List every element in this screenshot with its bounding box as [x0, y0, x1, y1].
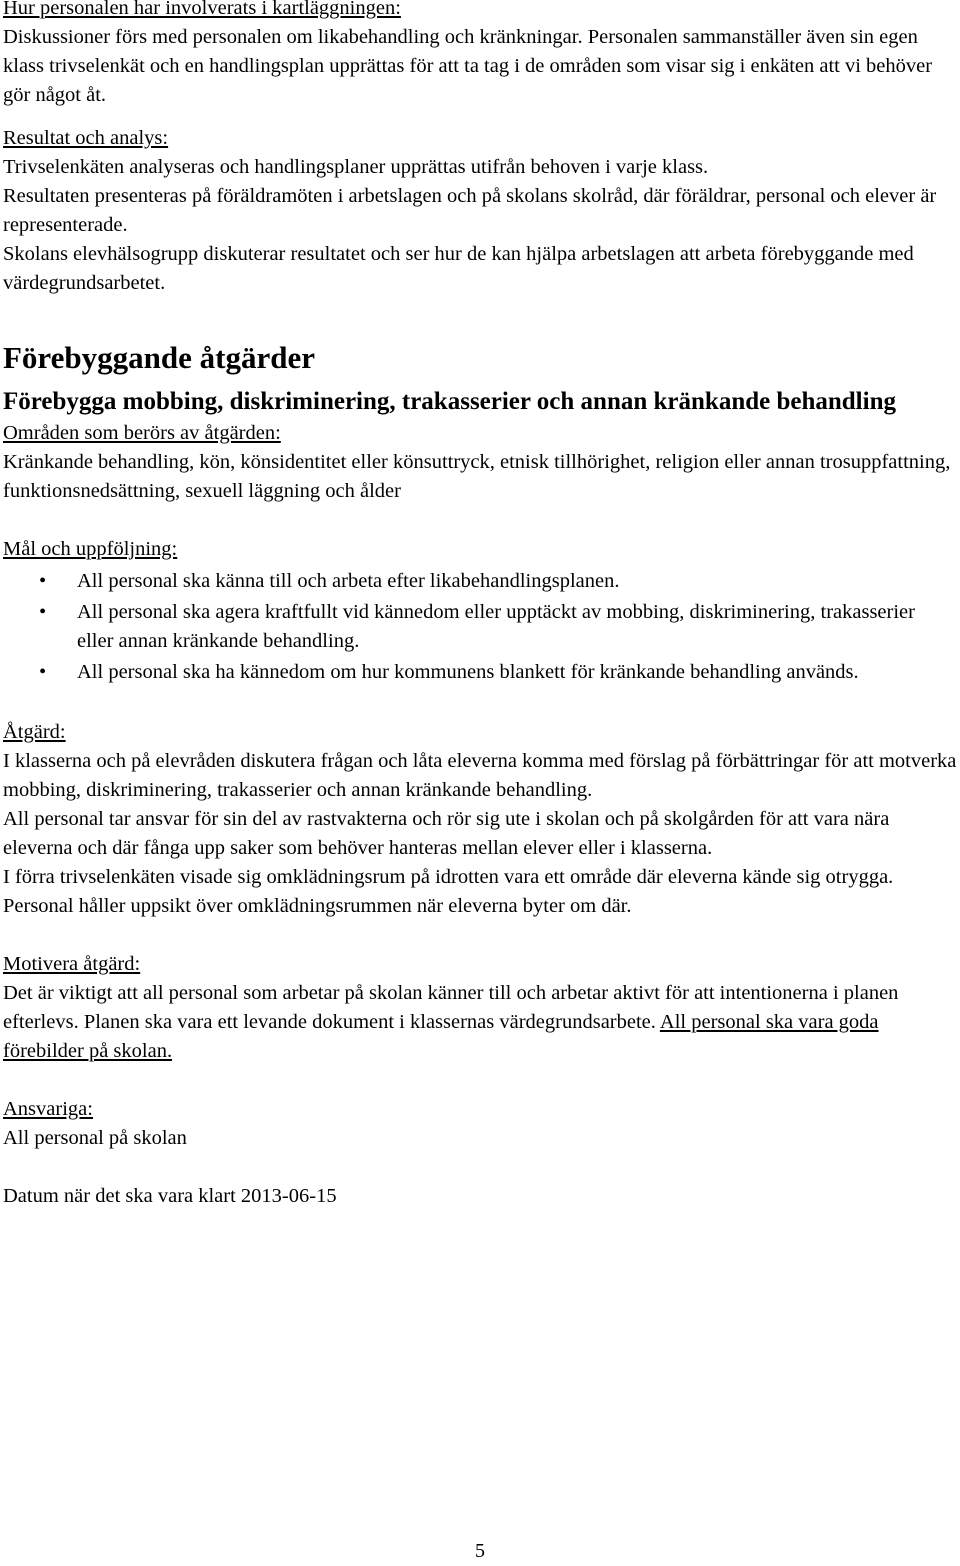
analysis-paragraph-1: Trivselenkäten analyseras och handlingsplaner upprättas utifrån behoven i varje klass.: [3, 156, 709, 178]
action-paragraph-2: All personal tar ansvar för sin del av rastvakterna och rör sig ute i skolan och på skolgården för att vara nära eleverna och där fånga upp saker som behöver hanteras mellan elever eller i klasserna.: [3, 808, 890, 859]
deadline-text: Datum när det ska vara klart 2013-06-15: [3, 1185, 337, 1207]
motivation-body: Det är viktigt att all personal som arbetar på skolan känner till och arbetar aktivt för att intentionerna i planen efterlevs. Planen ska vara ett levande dokument i klassernas värdegrundsarbete.: [3, 982, 899, 1033]
goals-item-text: All personal ska känna till och arbeta efter likabehandlingsplanen.: [77, 570, 620, 592]
bullet-icon: •: [39, 661, 47, 683]
responsible-text: All personal på skolan: [3, 1127, 187, 1149]
areas-text: Kränkande behandling, kön, könsidentitet eller könsuttryck, etnisk tillhörighet, religion eller annan trosuppfattning, funktionsnedsättning, sexuell läggning och ålder: [3, 451, 951, 502]
areas-label: Områden som berörs av åtgärden:: [3, 422, 281, 444]
goals-list-item: [3, 567, 947, 596]
involvement-text: Diskussioner förs med personalen om likabehandling och kränkningar. Personalen sammanställer även sin egen klass trivselenkät och en handlingsplan upprättas för att ta tag i de områden som visar sig i enkäten att vi behöver gör något åt.: [3, 26, 933, 106]
motivation-underlined: All personal ska vara goda förebilder på skolan.: [3, 1011, 879, 1062]
document-page: [3, 0, 958, 1211]
goals-list-item: [3, 598, 947, 656]
page-number: 5: [475, 1540, 485, 1562]
goals-label: Mål och uppföljning:: [3, 538, 178, 560]
motivation-label: Motivera åtgärd:: [3, 953, 141, 975]
goals-item-text: All personal ska ha kännedom om hur kommunens blankett för kränkande behandling används.: [77, 661, 859, 683]
goals-item-text: All personal ska agera kraftfullt vid kännedom eller upptäckt av mobbing, diskriminering, trakasserier eller annan kränkande behandling.: [77, 601, 915, 652]
analysis-paragraph-3: Skolans elevhälsogrupp diskuterar resultatet och ser hur de kan hjälpa arbetslagen att arbeta förebyggande med värdegrundsarbetet.: [3, 243, 914, 294]
analysis-paragraph-2: Resultaten presenteras på föräldramöten i arbetslagen och på skolans skolråd, där föräldrar, personal och elever är representerade.: [3, 185, 937, 236]
action-label: Åtgärd:: [3, 721, 66, 743]
section-title: Förebyggande åtgärder: [3, 340, 315, 375]
action-paragraph-1: I klasserna och på elevråden diskutera frågan och låta eleverna komma med förslag på förbättringar för att motverka mobbing, diskriminering, trakasserier och annan kränkande behandling.: [3, 750, 957, 801]
action-paragraph-3: I förra trivselenkäten visade sig omklädningsrum på idrotten vara ett område där eleverna kände sig otrygga. Personal håller uppsikt över omklädningsrummen när eleverna byter om där.: [3, 866, 894, 917]
motivation-text: [3, 979, 958, 1066]
bullet-icon: •: [39, 601, 47, 623]
responsible-label: Ansvariga:: [3, 1098, 93, 1120]
section-subtitle: Förebygga mobbing, diskriminering, trakasserier och annan kränkande behandling: [3, 388, 896, 415]
bullet-icon: •: [39, 570, 47, 592]
goals-list: [3, 567, 958, 687]
involvement-label: Hur personalen har involverats i kartläggningen:: [3, 0, 401, 19]
analysis-label: Resultat och analys:: [3, 127, 169, 149]
goals-list-item: [3, 658, 947, 687]
